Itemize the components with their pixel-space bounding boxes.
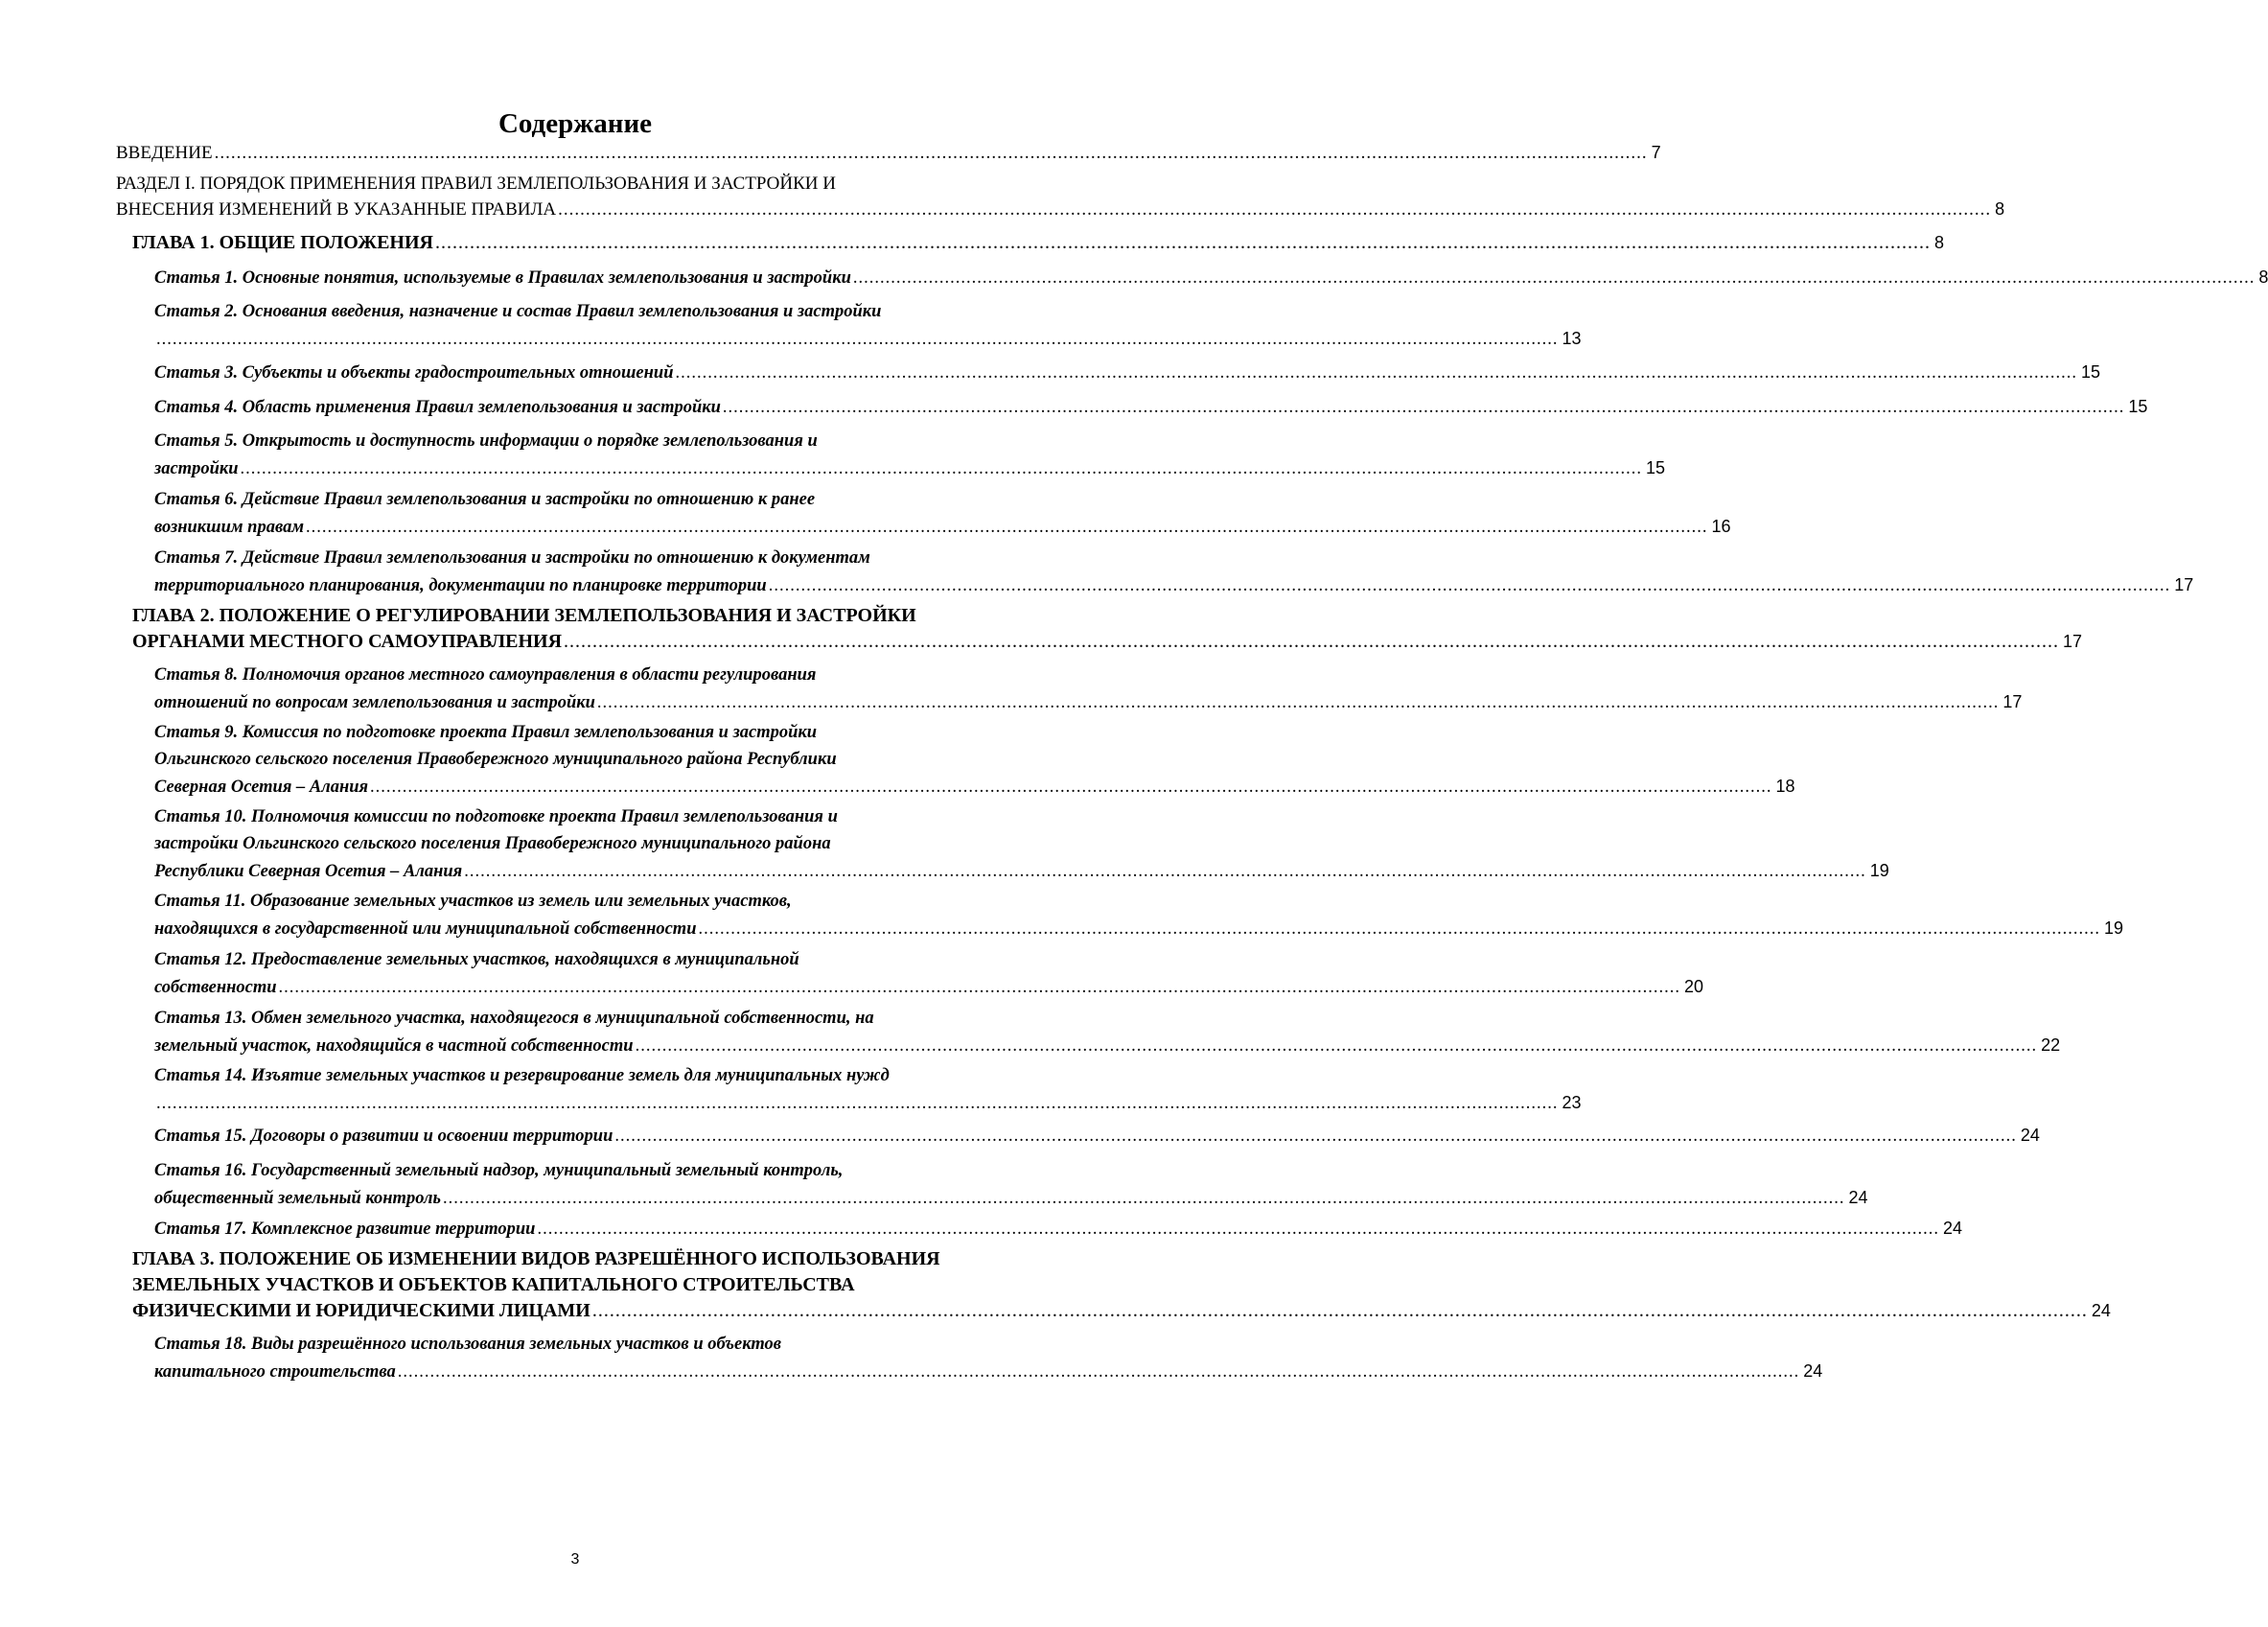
toc-page-number: 24 — [1848, 1188, 1868, 1207]
toc-entry-line — [132, 1298, 2111, 1324]
toc-entry-text: ФИЗИЧЕСКИМИ И ЮРИДИЧЕСКИМИ ЛИЦАМИ — [132, 1300, 590, 1321]
toc-entry-line — [154, 486, 1054, 513]
toc-page-number: 16 — [1711, 517, 1731, 536]
toc-entry-text: Статья 17. Комплексное развитие территории — [154, 1220, 536, 1239]
toc-entry-line — [154, 359, 2101, 386]
toc-entry-line — [154, 857, 1889, 885]
toc-page-number: 15 — [2081, 362, 2101, 382]
toc-entry-line — [154, 513, 1731, 541]
toc-entry-text: Статья 15. Договоры о развитии и освоении территории — [154, 1127, 613, 1146]
dot-leader: .................................................................................................................................................................................................................................................................... — [464, 862, 1866, 881]
toc-entry[interactable] — [154, 803, 1889, 885]
toc-entry-line — [116, 140, 1661, 166]
toc-entry-text: территориального планирования, документации по планировке территории — [154, 576, 767, 595]
toc-entry-line — [154, 545, 1054, 571]
toc-entry-line — [154, 830, 1054, 857]
toc-entry-line — [154, 719, 1054, 746]
toc-entry-text: ЗЕМЕЛЬНЫХ УЧАСТКОВ И ОБЪЕКТОВ КАПИТАЛЬНОГО СТРОИТЕЛЬСТВА — [132, 1274, 855, 1295]
toc-entry-line — [132, 1272, 1054, 1298]
toc-entry-line — [132, 230, 1944, 256]
toc-entry-text: застройки Ольгинского сельского поселения Правобережного муниципального района — [154, 834, 831, 853]
toc-entry[interactable] — [154, 1122, 2040, 1150]
dot-leader: .................................................................................................................................................................................................................................................................... — [442, 1189, 1845, 1208]
toc-entry-line — [154, 1032, 2061, 1059]
dot-leader: .................................................................................................................................................................................................................................................................... — [278, 978, 1681, 997]
toc-entry-text: Северная Осетия – Алания — [154, 778, 369, 797]
toc-entry[interactable] — [154, 298, 1582, 353]
toc-entry-text: ГЛАВА 2. ПОЛОЖЕНИЕ О РЕГУЛИРОВАНИИ ЗЕМЛЕПОЛЬЗОВАНИЯ И ЗАСТРОЙКИ — [132, 605, 916, 626]
toc-entry[interactable] — [154, 393, 2148, 421]
toc-entry[interactable] — [154, 1062, 1582, 1117]
toc-entry-text: Статья 6. Действие Правил землепользования и застройки по отношению к ранее — [154, 490, 816, 509]
toc-entry-text: Статья 3. Субъекты и объекты градостроительных отношений — [154, 363, 674, 383]
toc-entry-line — [154, 428, 1054, 454]
toc-entry-line — [154, 915, 2124, 942]
toc-entry[interactable] — [154, 719, 1795, 801]
toc-page-number: 15 — [2128, 397, 2148, 416]
toc-entry-text: Статья 1. Основные понятия, используемые в Правилах землепользования и застройки — [154, 268, 851, 288]
toc-entry-line — [154, 1157, 1054, 1184]
toc-entry-line — [154, 298, 1054, 325]
toc-entry-line — [154, 325, 1582, 353]
toc-entry-text: собственности — [154, 978, 277, 997]
toc-entry[interactable] — [154, 1005, 2061, 1059]
toc-entry-line — [154, 454, 1666, 482]
toc-page-number: 24 — [2091, 1301, 2111, 1320]
toc-page-number: 20 — [1684, 977, 1704, 996]
toc-entry-text: РАЗДЕЛ I. ПОРЯДОК ПРИМЕНЕНИЯ ПРАВИЛ ЗЕМЛЕПОЛЬЗОВАНИЯ И ЗАСТРОЙКИ И — [116, 174, 836, 194]
toc-entry-text: Статья 9. Комиссия по подготовке проекта Правил землепользования и застройки — [154, 723, 818, 742]
toc-entry-text: капитального строительства — [154, 1362, 396, 1382]
toc-entry-line — [116, 197, 2005, 222]
dot-leader: .................................................................................................................................................................................................................................................................... — [768, 576, 2171, 595]
toc-entry-line — [154, 1358, 1823, 1385]
toc-page-number: 17 — [2063, 632, 2083, 651]
toc-entry[interactable] — [154, 946, 1704, 1001]
toc-page-number: 18 — [1775, 777, 1795, 796]
toc-entry-line — [154, 773, 1795, 801]
toc-entry-text: ВВЕДЕНИЕ — [116, 143, 213, 163]
toc-page-number: 22 — [2041, 1035, 2061, 1055]
dot-leader: .................................................................................................................................................................................................................................................................... — [614, 1127, 2017, 1146]
toc-page-number: 23 — [1562, 1093, 1582, 1112]
toc-entry-line — [154, 1089, 1582, 1117]
dot-leader: .................................................................................................................................................................................................................................................................... — [537, 1220, 1939, 1239]
dot-leader: .................................................................................................................................................................................................................................................................... — [156, 330, 1559, 349]
page-number: 3 — [570, 1551, 580, 1568]
toc-entry-text: Статья 2. Основания введения, назначение и состав Правил землепользования и застройки — [154, 302, 882, 321]
toc-entry-text: застройки — [154, 459, 239, 478]
toc-entry-line — [154, 1005, 1054, 1032]
dot-leader: .................................................................................................................................................................................................................................................................... — [852, 268, 2256, 288]
toc-entry-line — [132, 1246, 1054, 1272]
toc-page-number: 24 — [1803, 1361, 1823, 1381]
toc-entry-line — [154, 393, 2148, 421]
toc-entry-line — [132, 629, 2083, 655]
dot-leader: .................................................................................................................................................................................................................................................................... — [434, 232, 1931, 253]
toc-entry-line — [154, 1331, 1054, 1358]
toc-entry-text: Статья 13. Обмен земельного участка, находящегося в муниципальной собственности, на — [154, 1009, 874, 1028]
toc-page-number: 17 — [2002, 692, 2023, 711]
toc-page-number: 24 — [1942, 1219, 1962, 1238]
toc-page-number: 24 — [2020, 1126, 2040, 1145]
toc-page-number: 19 — [1869, 861, 1889, 880]
toc-entry[interactable] — [154, 662, 2023, 716]
toc-entry[interactable] — [132, 230, 1944, 256]
toc-entry[interactable] — [154, 1215, 1962, 1243]
toc-entry-text: находящихся в государственной или муниципальной собственности — [154, 919, 697, 939]
toc-entry-line — [154, 1184, 1868, 1212]
toc-entry-text: Статья 14. Изъятие земельных участков и резервирование земель для муниципальных нужд — [154, 1066, 890, 1085]
toc-entry[interactable] — [154, 545, 2194, 599]
toc-entry[interactable] — [154, 1157, 1868, 1212]
dot-leader: .................................................................................................................................................................................................................................................................... — [591, 1300, 2088, 1321]
toc-entry-line — [154, 803, 1054, 830]
toc-entry-line — [154, 888, 1054, 915]
dot-leader: .................................................................................................................................................................................................................................................................... — [675, 363, 2077, 383]
dot-leader: .................................................................................................................................................................................................................................................................... — [156, 1094, 1559, 1113]
toc-entry-line — [154, 1215, 1962, 1243]
toc-entry[interactable] — [132, 1246, 2111, 1324]
toc-page-number: 17 — [2174, 575, 2194, 594]
toc-entry-text: ГЛАВА 3. ПОЛОЖЕНИЕ ОБ ИЗМЕНЕНИИ ВИДОВ РАЗРЕШЁННОГО ИСПОЛЬЗОВАНИЯ — [132, 1248, 940, 1269]
toc-entry-text: Ольгинского сельского поселения Правобережного муниципального района Республики — [154, 750, 837, 769]
page-title: Содержание — [498, 108, 653, 139]
toc-entry-text: ОРГАНАМИ МЕСТНОГО САМОУПРАВЛЕНИЯ — [132, 631, 563, 652]
toc-entry-text: ВНЕСЕНИЯ ИЗМЕНЕНИЙ В УКАЗАННЫЕ ПРАВИЛА — [116, 199, 557, 220]
toc-entry-text: возникшим правам — [154, 518, 305, 537]
toc-entry-text: Статья 16. Государственный земельный надзор, муниципальный земельный контроль, — [154, 1161, 844, 1180]
toc-entry-line — [132, 603, 1054, 629]
toc-page-number: 13 — [1562, 329, 1582, 348]
dot-leader: .................................................................................................................................................................................................................................................................... — [698, 919, 2100, 939]
toc-entry-text: Статья 7. Действие Правил землепользования и застройки по отношению к документам — [154, 548, 870, 568]
toc-entry-text: Статья 4. Область применения Правил землепользования и застройки — [154, 398, 721, 417]
toc-entry-text: отношений по вопросам землепользования и застройки — [154, 693, 595, 712]
toc-entry[interactable] — [154, 428, 1666, 482]
toc-entry-text: Статья 11. Образование земельных участков из земель или земельных участков, — [154, 892, 792, 911]
toc-entry[interactable] — [132, 603, 2083, 655]
dot-leader: .................................................................................................................................................................................................................................................................... — [214, 143, 1648, 163]
toc-entry[interactable] — [154, 888, 2124, 942]
toc-entry[interactable] — [154, 359, 2101, 386]
toc-page-number: 7 — [1651, 143, 1661, 162]
toc-entry-line — [154, 746, 1054, 773]
toc-entry-line — [154, 688, 2023, 716]
toc-entry-line — [154, 264, 2268, 291]
toc-entry-text: Республики Северная Осетия – Алания — [154, 862, 463, 881]
dot-leader: .................................................................................................................................................................................................................................................................... — [397, 1362, 1800, 1382]
toc-entry-line — [154, 1062, 1054, 1089]
toc-entry[interactable] — [116, 140, 1661, 166]
toc-entry-text: ГЛАВА 1. ОБЩИЕ ПОЛОЖЕНИЯ — [132, 232, 433, 253]
toc-entry-text: общественный земельный контроль — [154, 1189, 441, 1208]
toc-entry-text: Статья 18. Виды разрешённого использования земельных участков и объектов — [154, 1335, 782, 1354]
toc-entry-line — [154, 946, 1054, 973]
dot-leader: .................................................................................................................................................................................................................................................................... — [635, 1036, 2038, 1056]
toc-page-number: 15 — [1646, 458, 1666, 477]
toc-page-number: 19 — [2104, 918, 2124, 938]
toc-entry-line — [154, 571, 2194, 599]
dot-leader: .................................................................................................................................................................................................................................................................... — [722, 398, 2125, 417]
toc-entry-line — [154, 973, 1704, 1001]
toc-entry[interactable] — [116, 171, 2005, 222]
toc-entry-text: Статья 10. Полномочия комиссии по подготовке проекта Правил землепользования и — [154, 807, 838, 826]
dot-leader: .................................................................................................................................................................................................................................................................... — [564, 631, 2060, 652]
toc-entry-line — [154, 1122, 2040, 1150]
toc-page-number: 8 — [1995, 199, 2005, 219]
toc-entry-text: Статья 5. Открытость и доступность информации о порядке землепользования и — [154, 431, 818, 451]
dot-leader: .................................................................................................................................................................................................................................................................... — [306, 518, 1708, 537]
toc-entry-text: Статья 8. Полномочия органов местного самоуправления в области регулирования — [154, 665, 817, 685]
dot-leader: .................................................................................................................................................................................................................................................................... — [370, 778, 1772, 797]
toc-entry[interactable] — [154, 1331, 1823, 1385]
dot-leader: .................................................................................................................................................................................................................................................................... — [558, 199, 1992, 220]
toc-page-number: 8 — [2258, 267, 2268, 287]
toc-entry-text: Статья 12. Предоставление земельных участков, находящихся в муниципальной — [154, 950, 799, 969]
toc-entry-line — [116, 171, 1054, 197]
dot-leader: .................................................................................................................................................................................................................................................................... — [240, 459, 1643, 478]
toc-entry-line — [154, 662, 1054, 688]
toc-entry[interactable] — [154, 486, 1731, 541]
dot-leader: .................................................................................................................................................................................................................................................................... — [596, 693, 2000, 712]
toc-entry[interactable] — [154, 264, 2268, 291]
toc-page-number: 8 — [1933, 233, 1944, 252]
toc-entry-text: земельный участок, находящийся в частной собственности — [154, 1036, 634, 1056]
